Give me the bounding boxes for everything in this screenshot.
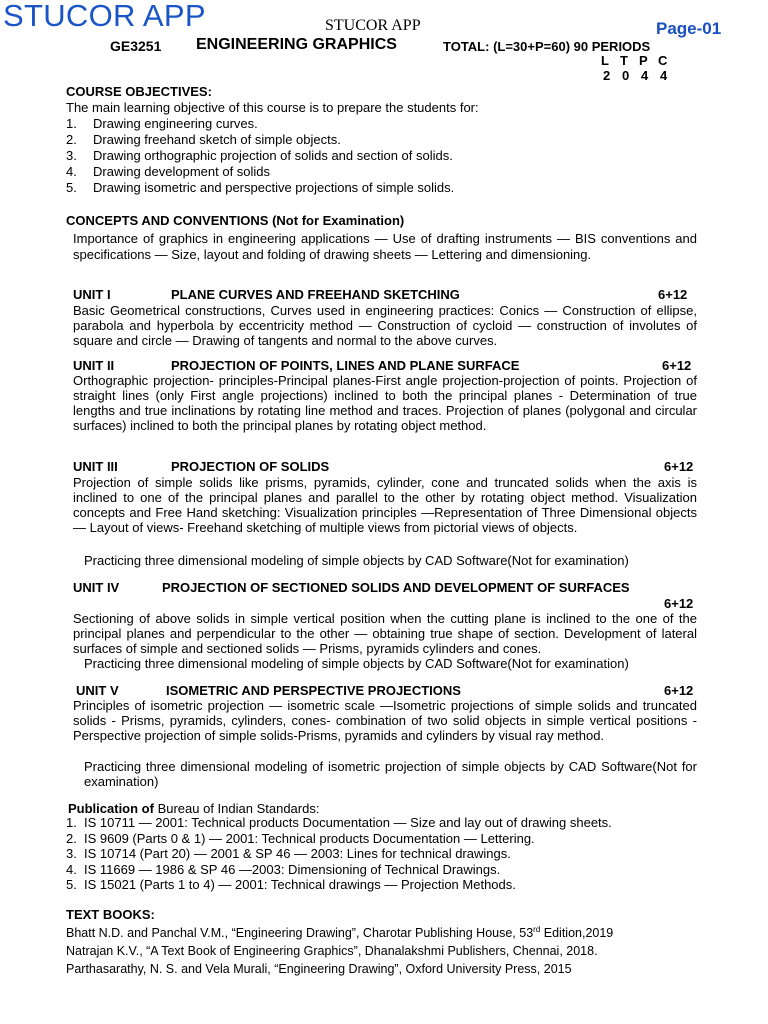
unit-hours: 6+12: [658, 287, 688, 302]
unit-5-text: Principles of isometric projection — isometric scale —Isometric projections of simple solids and truncated solids - Prisms, pyramids, cylinders, cones- combination of two solid objects in simple vertical positions - Perspective projection of simple solids-Prisms, pyramids and cylinders by visual ray method.: [73, 698, 697, 743]
objective-num: 4.: [66, 164, 77, 179]
unit-label: UNIT I: [73, 287, 111, 302]
unit-label: UNIT IV: [73, 580, 120, 595]
unit-title: PROJECTION OF SOLIDS: [171, 459, 330, 474]
objective-text: Drawing isometric and perspective projections of simple solids.: [93, 180, 455, 195]
unit-hours: 6+12: [662, 358, 692, 373]
list-item: [66, 846, 612, 862]
objective-num: 2.: [66, 132, 77, 147]
unit-title: PROJECTION OF SECTIONED SOLIDS AND DEVELOPMENT OF SURFACES: [162, 580, 630, 595]
objective-item: [66, 132, 706, 148]
objective-num: 1.: [66, 116, 77, 131]
item-num: 5.: [66, 877, 77, 892]
textbook-item: Natrajan K.V., “A Text Book of Engineering Graphics”, Dhanalakshmi Publishers, Chennai, 2018.: [66, 944, 598, 958]
unit-label: UNIT III: [73, 459, 118, 474]
publication-list: [66, 815, 612, 893]
unit-4-practice: Practicing three dimensional modeling of simple objects by CAD Software(Not for examination): [84, 656, 629, 671]
objective-num: 5.: [66, 180, 77, 195]
ltpc-value-c: 4: [660, 68, 668, 83]
ltpc-label-l: L: [601, 53, 609, 68]
textbook-1-sup: rd: [533, 924, 541, 934]
header-center-title: STUCOR APP: [325, 17, 421, 34]
ltpc-labels: [601, 53, 677, 68]
objective-text: Drawing engineering curves.: [93, 116, 258, 131]
objective-item: [66, 164, 706, 180]
textbook-item: Parthasarathy, N. S. and Vela Murali, “Engineering Drawing”, Oxford University Press, 2015: [66, 962, 572, 976]
textbooks-heading: TEXT BOOKS:: [66, 907, 155, 922]
unit-label: UNIT II: [73, 358, 115, 373]
item-num: 1.: [66, 815, 77, 830]
textbook-1-edition: Edition,2019: [540, 926, 614, 940]
objective-text: Drawing freehand sketch of simple objects.: [93, 132, 341, 147]
brand-logo-text: STUCOR APP: [3, 0, 206, 33]
objective-item: [66, 148, 706, 164]
objective-item: [66, 180, 706, 196]
objective-text: Drawing development of solids: [93, 164, 271, 179]
course-title: ENGINEERING GRAPHICS: [196, 36, 397, 53]
ltpc-value-l: 2: [603, 68, 611, 83]
unit-2-text: Orthographic projection- principles-Principal planes-First angle projection-projection of points. Projection of straight lines (only First angle projections) inclined to both the principal planes - Determination of true lengths and true inclinations by rotating line method and traces. Projection of planes (polygonal and circular surfaces) inclined to both the principal planes by rotating object method.: [73, 373, 697, 433]
unit-3-practice: Practicing three dimensional modeling of simple objects by CAD Software(Not for examination): [84, 553, 629, 568]
ltpc-label-c: C: [658, 53, 668, 68]
ltpc-value-t: 0: [622, 68, 630, 83]
ltpc-value-p: 4: [641, 68, 649, 83]
page-number: Page-01: [656, 19, 722, 38]
list-item: [66, 877, 612, 893]
list-item: [66, 831, 612, 847]
unit-title: PLANE CURVES AND FREEHAND SKETCHING: [171, 287, 460, 302]
unit-title: PROJECTION OF POINTS, LINES AND PLANE SURFACE: [171, 358, 520, 373]
unit-hours: 6+12: [664, 459, 694, 474]
objectives-heading: COURSE OBJECTIVES:: [66, 84, 212, 99]
objective-item: [66, 116, 706, 132]
textbook-1-main: Bhatt N.D. and Panchal V.M., “Engineering Drawing”, Charotar Publishing House, 53: [66, 926, 534, 940]
unit-hours: 6+12: [664, 596, 694, 611]
item-num: 4.: [66, 861, 77, 877]
concepts-text: Importance of graphics in engineering applications — Use of drafting instruments — BIS conventions and specifications — Size, layout and folding of drawing sheets — Lettering and dimensioning.: [73, 231, 697, 262]
course-objectives: [66, 84, 706, 196]
unit-4-text: Sectioning of above solids in simple vertical position when the cutting plane is inclined to the one of the principal planes and perpendicular to the other — obtaining true shape of section. Development of lateral surfaces of simple and sectioned solids — Prisms, pyramids cylinders and cones.: [73, 611, 697, 656]
list-item: [66, 862, 612, 878]
unit-label: UNIT V: [76, 683, 119, 698]
objective-text: Drawing orthographic projection of solids and section of solids.: [93, 148, 453, 163]
item-text: IS 10711 — 2001: Technical products Documentation — Size and lay out of drawing sheets.: [84, 815, 612, 830]
unit-5-practice: Practicing three dimensional modeling of isometric projection of simple objects by CAD Software(Not for examination): [84, 759, 697, 789]
ltpc-values: [603, 68, 679, 83]
unit-hours: 6+12: [664, 683, 694, 698]
ltpc-label-t: T: [620, 53, 628, 68]
concepts-heading: CONCEPTS AND CONVENTIONS (Not for Examination): [66, 213, 405, 228]
objective-num: 3.: [66, 148, 77, 163]
item-num: 3.: [66, 846, 77, 861]
total-periods: TOTAL: (L=30+P=60) 90 PERIODS: [443, 39, 651, 54]
publication-heading-rest: Bureau of Indian Standards:: [153, 801, 320, 816]
publication-heading-bold: Publication of: [68, 801, 154, 816]
item-text: IS 15021 (Parts 1 to 4) — 2001: Technical drawings — Projection Methods.: [84, 877, 516, 892]
item-num: 2.: [66, 830, 77, 846]
unit-title: ISOMETRIC AND PERSPECTIVE PROJECTIONS: [166, 683, 461, 698]
textbook-item: [66, 924, 746, 942]
list-item: [66, 815, 612, 831]
item-text: IS 11669 — 1986 & SP 46 —2003: Dimensioning of Technical Drawings.: [84, 861, 501, 877]
textbooks-list: [66, 924, 746, 978]
unit-1-text: Basic Geometrical constructions, Curves used in engineering practices: Conics — Construction of ellipse, parabola and hyperbola by eccentricity method — Construction of cycloid — construction of involutes of square and circle — Drawing of tangents and normal to the above curves.: [73, 303, 697, 348]
unit-3-text: Projection of simple solids like prisms, pyramids, cylinder, cone and truncated solids when the axis is inclined to one of the principal planes and parallel to the other by rotating object method. Visualization concepts and Free Hand sketching: Visualization principles —Representation of Three Dimensional objects — Layout of views- Freehand sketching of multiple views from pictorial views of objects.: [73, 475, 697, 535]
item-text: IS 10714 (Part 20) — 2001 & SP 46 — 2003: Lines for technical drawings.: [84, 846, 511, 861]
item-text: IS 9609 (Parts 0 & 1) — 2001: Technical products Documentation — Lettering.: [84, 830, 535, 846]
objectives-intro: The main learning objective of this course is to prepare the students for:: [66, 100, 479, 115]
course-code: GE3251: [110, 38, 162, 54]
ltpc-label-p: P: [639, 53, 648, 68]
